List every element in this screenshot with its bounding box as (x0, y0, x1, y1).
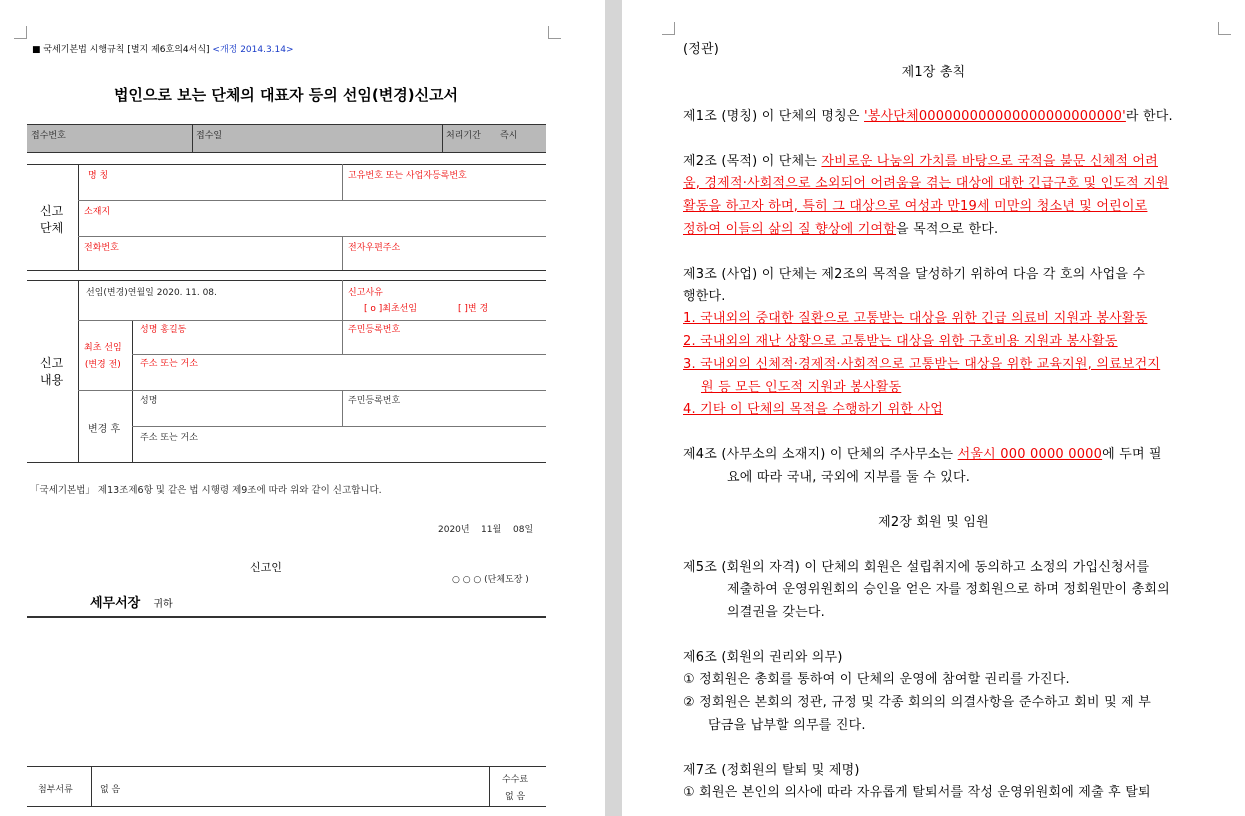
crop-mark (662, 22, 675, 35)
appoint-date-row (86, 285, 217, 298)
resident-no-label: 주민등록번호 (348, 325, 401, 335)
article-2-post: 을 목적으로 한다. (896, 222, 999, 237)
form-header (32, 42, 294, 55)
article-3-item2: 2. 국내외의 재난 상황으로 고통받는 대상을 위한 구호비용 지원과 봉사활동 (683, 334, 1118, 349)
reason-label: 신고사유 (348, 288, 383, 298)
first-appoint-label: 최초 선임 (변경 전) (84, 343, 122, 370)
reason-change-checkbox: [ ]변 경 (458, 304, 489, 314)
article-1-name: '봉사단체000000000000000000000000' (864, 109, 1126, 124)
reason-first-checkbox: [ o ]최초선임 (364, 304, 418, 314)
appoint-date-label: 선임(변경)연월일 (86, 288, 154, 298)
crop-mark (1218, 22, 1231, 35)
reporter-label: 신고인 (250, 561, 282, 574)
receipt-no-label: 접수번호 (31, 131, 66, 141)
form-page (0, 0, 605, 816)
article-1 (683, 105, 1173, 124)
addr-field-label: 주소 또는 거소 (140, 359, 198, 369)
after-resident-label: 주민등록번호 (348, 396, 401, 406)
article-5-line3: 의결권을 갖는다. (727, 605, 825, 620)
article-3-item3a: 3. 국내외의 신체적·경제적·사회적으로 고통받는 대상을 위한 교육지원, 의료보건지 (683, 357, 1161, 372)
date-day: 08일 (513, 525, 534, 535)
processing-value: 즉시 (500, 131, 518, 141)
fee-label: 수수료 (502, 775, 529, 785)
form-title: 법인으로 보는 단체의 대표자 등의 선임(변경)신고서 (113, 86, 459, 104)
crop-mark (548, 26, 561, 39)
crop-mark (14, 26, 27, 39)
article-2-purpose-1: 자비로운 나눔의 가치를 바탕으로 국적을 불문 신체적 어려 (821, 154, 1158, 169)
article-3-item3b: 원 등 모든 인도적 지원과 봉사활동 (701, 380, 902, 395)
processing-label: 처리기간 (446, 131, 481, 141)
article-3-line1: 제3조 (사업) 이 단체는 제2조의 목적을 달성하기 위하여 다음 각 호의 사업을 수 (683, 267, 1146, 282)
article-2-line3: 활동을 하고자 하며, 특히 그 대상으로 여성과 만19세 미만의 청소년 및 어린이로 (683, 199, 1148, 214)
office-line (90, 592, 173, 611)
form-header-amend: <개정 2014.3.14> (212, 45, 294, 55)
idno-label: 고유번호 또는 사업자등록번호 (348, 171, 467, 181)
article-4-address: 서울시 000 0000 0000 (957, 447, 1103, 462)
preface: (정관) (683, 42, 720, 57)
attach-label: 첨부서류 (38, 785, 73, 795)
page-gap (605, 0, 622, 816)
article-2-line2: 움, 경제적·사회적으로 소외되어 어려움을 겪는 대상에 대한 긴급구호 및 인도적 지원 (683, 176, 1169, 191)
attach-value: 없 음 (100, 785, 121, 795)
fee-value: 없 음 (505, 792, 526, 802)
article-4-line2: 요에 따라 국내, 국외에 지부를 둘 수 있다. (727, 470, 971, 485)
email-label: 전자우편주소 (348, 243, 401, 253)
article-2-line1 (683, 150, 1158, 169)
name-field-label: 성명 홍길동 (140, 325, 187, 335)
after-change-label: 변경 후 (88, 424, 121, 435)
honorific: 귀하 (153, 599, 173, 610)
article-6-item2a: ② 정회원은 본회의 정관, 규정 및 각종 회의의 의결사항을 준수하고 회비 및 제 부 (683, 695, 1152, 710)
form-header-prefix: ■ 국세기본법 시행규칙 [별지 제6호의4서식] (32, 45, 210, 55)
appoint-date-value: 2020. 11. 08. (156, 288, 217, 298)
after-addr-label: 주소 또는 거소 (140, 433, 198, 443)
article-4-line1 (683, 443, 1162, 462)
article-4-text: 제4조 (사무소의 소재지) 이 단체의 주사무소는 (683, 447, 958, 462)
article-5-line1: 제5조 (회원의 자격) 이 단체의 회원은 설립취지에 동의하고 소정의 가입신청서를 (683, 560, 1150, 575)
signature-label: ○ ○ ○ (단체도장 ) (452, 575, 529, 585)
content-section-label: 신고 내용 (40, 356, 64, 387)
office-name: 세무서장 (90, 596, 141, 611)
phone-label: 전화번호 (84, 243, 119, 253)
date-year: 2020년 (438, 525, 470, 535)
article-7-title: 제7조 (정회원의 탈퇴 및 제명) (683, 763, 860, 778)
article-2-text: 제2조 (목적) 이 단체는 (683, 154, 822, 169)
article-2-line4 (683, 218, 998, 237)
name-label: 명 칭 (88, 171, 109, 181)
article-6-item1: ① 정회원은 총회를 통하여 이 단체의 운영에 참여할 권리를 가진다. (683, 672, 1070, 687)
article-6-item2b: 담금을 납부할 의무를 진다. (708, 718, 866, 733)
article-3-item4: 4. 기타 이 단체의 목적을 수행하기 위한 사업 (683, 402, 944, 417)
statement-text: 「국세기본법」 제13조제6항 및 같은 법 시행령 제9조에 따라 위와 같이 신고합니다. (30, 485, 382, 496)
article-1-post: 라 한다. (1125, 109, 1173, 124)
article-7-item1: ① 회원은 본인의 의사에 따라 자유롭게 탈퇴서를 작성 운영위원회에 제출 후 탈퇴 (683, 785, 1151, 800)
article-2-purpose-4: 정하여 이들의 삶의 질 향상에 기여함 (683, 222, 897, 237)
receipt-date-label: 접수일 (196, 131, 223, 141)
article-3-line2: 행한다. (683, 289, 726, 304)
address-label: 소재지 (84, 207, 111, 217)
group-section-label: 신고 단체 (40, 204, 64, 235)
article-4-post: 에 두며 필 (1102, 447, 1162, 462)
article-1-text: 제1조 (명칭) 이 단체의 명칭은 (683, 109, 865, 124)
article-6-title: 제6조 (회원의 권리와 의무) (683, 650, 843, 665)
after-name-label: 성명 (140, 396, 158, 406)
article-5-line2: 제출하여 운영위원회의 승인을 얻은 자를 정회원으로 하며 정회원만이 총회의 (727, 582, 1170, 597)
article-3-item1: 1. 국내외의 중대한 질환으로 고통받는 대상을 위한 긴급 의료비 지원과 봉사활동 (683, 311, 1148, 326)
chapter-2-title: 제2장 회원 및 임원 (878, 515, 989, 530)
chapter-1-title: 제1장 총칙 (901, 65, 966, 80)
date-month: 11월 (481, 525, 502, 535)
